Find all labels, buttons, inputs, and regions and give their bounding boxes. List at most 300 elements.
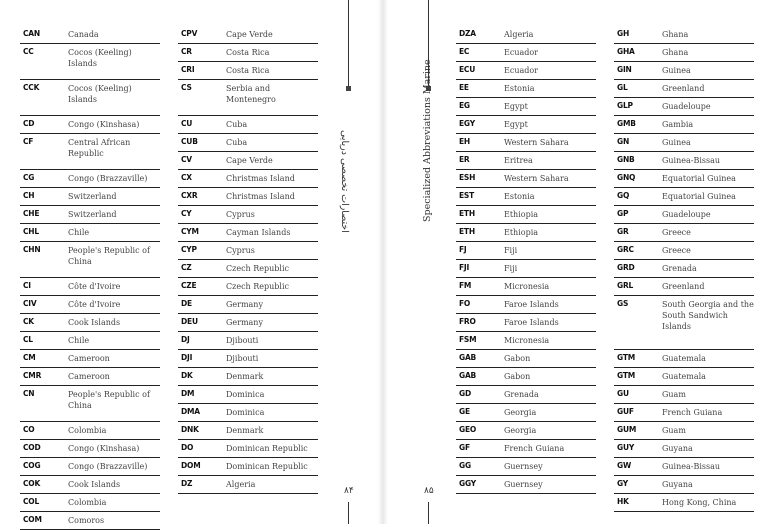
abbreviation-code: CHL xyxy=(23,227,39,236)
abbreviation-code: ETH xyxy=(459,227,475,236)
country-name: Estonia xyxy=(504,84,535,93)
abbreviation-code: COL xyxy=(23,497,40,506)
abbreviation-row xyxy=(20,350,160,368)
abbreviation-code: GS xyxy=(617,299,629,308)
country-name: Georgia xyxy=(504,408,537,417)
abbreviation-row xyxy=(178,152,318,170)
country-name: Guam xyxy=(662,426,686,435)
country-name: Hong Kong, China xyxy=(662,498,737,507)
abbreviation-row xyxy=(456,368,596,386)
country-name: Christmas Island xyxy=(226,174,295,183)
abbreviation-code: GMB xyxy=(617,119,636,128)
abbreviation-row xyxy=(20,224,160,242)
abbreviation-code: CXR xyxy=(181,191,198,200)
country-name: Gabon xyxy=(504,354,531,363)
country-name: Congo (Brazzaville) xyxy=(68,174,148,183)
abbreviation-code: DK xyxy=(181,371,193,380)
country-name: Ghana xyxy=(662,48,689,57)
abbreviation-code: CAN xyxy=(23,29,40,38)
abbreviation-row xyxy=(456,296,596,314)
abbreviation-row xyxy=(178,224,318,242)
right-col-1 xyxy=(456,26,596,494)
country-name: Egypt xyxy=(504,120,528,129)
abbreviation-row xyxy=(456,242,596,260)
country-name: Fiji xyxy=(504,246,518,255)
abbreviation-row xyxy=(456,224,596,242)
abbreviation-code: CCK xyxy=(23,83,40,92)
abbreviation-code: DJI xyxy=(181,353,193,362)
abbreviation-row xyxy=(614,278,754,296)
abbreviation-code: DM xyxy=(181,389,195,398)
abbreviation-code: CG xyxy=(23,173,35,182)
country-name: South Georgia and the South Sandwich Islands xyxy=(662,300,754,331)
abbreviation-code: ETH xyxy=(459,209,475,218)
abbreviation-code: CV xyxy=(181,155,192,164)
spine-shadow xyxy=(378,0,388,524)
abbreviation-row xyxy=(178,476,318,494)
country-name: People's Republic of China xyxy=(68,390,150,410)
country-name: Greece xyxy=(662,246,691,255)
abbreviation-code: ECU xyxy=(459,65,476,74)
abbreviation-code: FM xyxy=(459,281,472,290)
country-name: Gambia xyxy=(662,120,694,129)
abbreviation-row xyxy=(614,62,754,80)
abbreviation-code: EG xyxy=(459,101,470,110)
abbreviation-row xyxy=(178,296,318,314)
abbreviation-row xyxy=(20,206,160,224)
abbreviation-row xyxy=(178,62,318,80)
abbreviation-row xyxy=(20,476,160,494)
abbreviation-code: DO xyxy=(181,443,194,452)
country-name: Switzerland xyxy=(68,210,117,219)
abbreviation-code: CPV xyxy=(181,29,198,38)
country-name: Congo (Kinshasa) xyxy=(68,444,140,453)
abbreviation-row xyxy=(178,278,318,296)
country-name: Western Sahara xyxy=(504,138,569,147)
abbreviation-code: GIN xyxy=(617,65,632,74)
country-name: Grenada xyxy=(504,390,539,399)
abbreviation-code: GTM xyxy=(617,371,636,380)
abbreviation-row xyxy=(178,260,318,278)
abbreviation-row xyxy=(614,224,754,242)
country-name: Comoros xyxy=(68,516,105,525)
abbreviation-code: CR xyxy=(181,47,192,56)
country-name: Cayman Islands xyxy=(226,228,291,237)
abbreviation-row xyxy=(20,332,160,350)
country-name: Guyana xyxy=(662,444,693,453)
abbreviation-row xyxy=(178,404,318,422)
country-name: Cook Islands xyxy=(68,318,121,327)
country-name: Greece xyxy=(662,228,691,237)
abbreviation-row xyxy=(20,440,160,458)
abbreviation-row xyxy=(614,422,754,440)
abbreviation-code: DOM xyxy=(181,461,201,470)
country-name: Grenada xyxy=(662,264,697,273)
abbreviation-code: EH xyxy=(459,137,471,146)
country-name: Guadeloupe xyxy=(662,210,711,219)
abbreviation-code: COG xyxy=(23,461,41,470)
abbreviation-row xyxy=(456,476,596,494)
abbreviation-row xyxy=(614,98,754,116)
country-name: Côte d'Ivoire xyxy=(68,282,121,291)
abbreviation-code: CRI xyxy=(181,65,195,74)
abbreviation-row xyxy=(20,296,160,314)
abbreviation-row xyxy=(178,440,318,458)
country-name: Chile xyxy=(68,336,90,345)
country-name: Cyprus xyxy=(226,246,255,255)
country-name: Colombia xyxy=(68,426,107,435)
abbreviation-row xyxy=(456,80,596,98)
abbreviation-code: CZ xyxy=(181,263,192,272)
abbreviation-row xyxy=(20,422,160,440)
abbreviation-code: CD xyxy=(23,119,35,128)
abbreviation-code: DMA xyxy=(181,407,200,416)
abbreviation-code: COK xyxy=(23,479,41,488)
abbreviation-row xyxy=(178,80,318,116)
abbreviation-row xyxy=(178,170,318,188)
country-name: Egypt xyxy=(504,102,528,111)
abbreviation-row xyxy=(20,494,160,512)
abbreviation-code: CS xyxy=(181,83,192,92)
left-gutter-line-bottom xyxy=(348,502,349,524)
abbreviation-row xyxy=(614,80,754,98)
abbreviation-code: GUY xyxy=(617,443,635,452)
abbreviation-row xyxy=(456,206,596,224)
abbreviation-code: CIV xyxy=(23,299,37,308)
abbreviation-row xyxy=(614,188,754,206)
country-name: French Guiana xyxy=(662,408,723,417)
country-name: Cocos (Keeling) Islands xyxy=(68,48,132,68)
abbreviation-code: GUF xyxy=(617,407,634,416)
abbreviation-row xyxy=(614,476,754,494)
country-name: French Guiana xyxy=(504,444,565,453)
abbreviation-row xyxy=(20,26,160,44)
country-name: Cameroon xyxy=(68,372,110,381)
abbreviation-code: CK xyxy=(23,317,34,326)
abbreviation-row xyxy=(20,278,160,296)
abbreviation-code: DNK xyxy=(181,425,199,434)
abbreviation-row xyxy=(456,188,596,206)
country-name: Micronesia xyxy=(504,282,550,291)
abbreviation-code: EGY xyxy=(459,119,475,128)
country-name: Equatorial Guinea xyxy=(662,192,736,201)
country-name: Congo (Brazzaville) xyxy=(68,462,148,471)
country-name: Christmas Island xyxy=(226,192,295,201)
abbreviation-code: CY xyxy=(181,209,192,218)
abbreviation-code: GAB xyxy=(459,353,477,362)
abbreviation-code: CX xyxy=(181,173,192,182)
abbreviation-code: FSM xyxy=(459,335,477,344)
abbreviation-row xyxy=(178,188,318,206)
country-name: Guinea xyxy=(662,66,691,75)
abbreviation-row xyxy=(614,458,754,476)
country-name: Greenland xyxy=(662,84,705,93)
abbreviation-row xyxy=(614,116,754,134)
abbreviation-code: CM xyxy=(23,353,36,362)
abbreviation-code: CO xyxy=(23,425,35,434)
abbreviation-code: GNQ xyxy=(617,173,636,182)
abbreviation-code: CHN xyxy=(23,245,41,254)
abbreviation-row xyxy=(614,44,754,62)
country-name: Ecuador xyxy=(504,66,539,75)
abbreviation-code: GF xyxy=(459,443,470,452)
country-name: Djibouti xyxy=(226,354,259,363)
abbreviation-code: GR xyxy=(617,227,629,236)
abbreviation-code: CN xyxy=(23,389,35,398)
country-name: Guinea-Bissau xyxy=(662,156,721,165)
country-name: People's Republic of China xyxy=(68,246,150,266)
abbreviation-row xyxy=(456,386,596,404)
abbreviation-row xyxy=(178,386,318,404)
abbreviation-row xyxy=(614,494,754,512)
abbreviation-row xyxy=(20,80,160,116)
abbreviation-code: GU xyxy=(617,389,629,398)
abbreviation-code: COM xyxy=(23,515,42,524)
abbreviation-code: CI xyxy=(23,281,31,290)
abbreviation-row xyxy=(614,440,754,458)
country-name: Guernsey xyxy=(504,480,543,489)
abbreviation-row xyxy=(178,350,318,368)
country-name: Algeria xyxy=(504,30,534,39)
country-name: Cuba xyxy=(226,138,248,147)
abbreviation-row xyxy=(178,332,318,350)
abbreviation-row xyxy=(456,152,596,170)
abbreviation-row xyxy=(614,134,754,152)
abbreviation-code: GEO xyxy=(459,425,477,434)
abbreviation-code: CL xyxy=(23,335,33,344)
abbreviation-row xyxy=(456,404,596,422)
left-page-number: ۸۴ xyxy=(344,486,354,496)
abbreviation-row xyxy=(456,260,596,278)
abbreviation-row xyxy=(178,44,318,62)
abbreviation-row xyxy=(456,278,596,296)
abbreviation-code: CMR xyxy=(23,371,42,380)
country-name: Eritrea xyxy=(504,156,533,165)
abbreviation-code: CHE xyxy=(23,209,40,218)
abbreviation-code: GP xyxy=(617,209,629,218)
left-col-1 xyxy=(20,26,160,530)
country-name: Guyana xyxy=(662,480,693,489)
abbreviation-row xyxy=(614,170,754,188)
abbreviation-row xyxy=(178,314,318,332)
country-name: Guernsey xyxy=(504,462,543,471)
country-name: Canada xyxy=(68,30,99,39)
country-name: Dominican Republic xyxy=(226,444,308,453)
country-name: Cook Islands xyxy=(68,480,121,489)
country-name: Equatorial Guinea xyxy=(662,174,736,183)
abbreviation-code: DEU xyxy=(181,317,198,326)
abbreviation-row xyxy=(456,62,596,80)
country-name: Dominica xyxy=(226,408,265,417)
abbreviation-row xyxy=(456,98,596,116)
abbreviation-row xyxy=(178,242,318,260)
abbreviation-row xyxy=(20,44,160,80)
abbreviation-code: GD xyxy=(459,389,471,398)
abbreviation-row xyxy=(614,242,754,260)
left-gutter-marker xyxy=(346,86,351,91)
abbreviation-code: CZE xyxy=(181,281,197,290)
abbreviation-code: CF xyxy=(23,137,34,146)
abbreviation-row xyxy=(178,116,318,134)
country-name: Switzerland xyxy=(68,192,117,201)
country-name: Djibouti xyxy=(226,336,259,345)
right-col-2 xyxy=(614,26,754,512)
country-name: Guatemala xyxy=(662,372,706,381)
abbreviation-row xyxy=(178,458,318,476)
right-page xyxy=(388,0,768,524)
country-name: Western Sahara xyxy=(504,174,569,183)
abbreviation-row xyxy=(178,368,318,386)
abbreviation-row xyxy=(20,458,160,476)
country-name: Estonia xyxy=(504,192,535,201)
country-name: Ghana xyxy=(662,30,689,39)
abbreviation-code: GE xyxy=(459,407,470,416)
country-name: Cape Verde xyxy=(226,30,273,39)
abbreviation-code: GTM xyxy=(617,353,636,362)
abbreviation-code: CU xyxy=(181,119,193,128)
country-name: Denmark xyxy=(226,426,264,435)
abbreviation-row xyxy=(456,44,596,62)
country-name: Chile xyxy=(68,228,90,237)
abbreviation-code: FJI xyxy=(459,263,470,272)
abbreviation-code: ER xyxy=(459,155,470,164)
abbreviation-row xyxy=(614,350,754,368)
abbreviation-code: GGY xyxy=(459,479,476,488)
country-name: Czech Republic xyxy=(226,264,289,273)
country-name: Ecuador xyxy=(504,48,539,57)
abbreviation-code: DZ xyxy=(181,479,193,488)
abbreviation-code: CC xyxy=(23,47,34,56)
abbreviation-code: GH xyxy=(617,29,630,38)
country-name: Algeria xyxy=(226,480,256,489)
abbreviation-code: EC xyxy=(459,47,470,56)
abbreviation-row xyxy=(456,170,596,188)
abbreviation-row xyxy=(456,422,596,440)
abbreviation-row xyxy=(20,512,160,530)
abbreviation-row xyxy=(614,296,754,350)
country-name: Guatemala xyxy=(662,354,706,363)
abbreviation-code: GG xyxy=(459,461,471,470)
abbreviation-row xyxy=(20,242,160,278)
abbreviation-code: GLP xyxy=(617,101,633,110)
abbreviation-code: GAB xyxy=(459,371,477,380)
abbreviation-row xyxy=(456,116,596,134)
abbreviation-row xyxy=(614,206,754,224)
abbreviation-row xyxy=(20,170,160,188)
country-name: Congo (Kinshasa) xyxy=(68,120,140,129)
country-name: Germany xyxy=(226,300,263,309)
country-name: Guam xyxy=(662,390,686,399)
abbreviation-code: EE xyxy=(459,83,469,92)
abbreviation-code: CYM xyxy=(181,227,199,236)
country-name: Central African Republic xyxy=(68,138,131,158)
abbreviation-code: FJ xyxy=(459,245,467,254)
abbreviation-code: GNB xyxy=(617,155,635,164)
country-name: Cape Verde xyxy=(226,156,273,165)
abbreviation-code: FO xyxy=(459,299,471,308)
abbreviation-code: DE xyxy=(181,299,192,308)
abbreviation-row xyxy=(20,134,160,170)
country-name: Greenland xyxy=(662,282,705,291)
country-name: Ethiopia xyxy=(504,228,539,237)
abbreviation-row xyxy=(614,386,754,404)
country-name: Guinea-Bissau xyxy=(662,462,721,471)
country-name: Guinea xyxy=(662,138,691,147)
country-name: Guadeloupe xyxy=(662,102,711,111)
country-name: Dominica xyxy=(226,390,265,399)
abbreviation-code: CUB xyxy=(181,137,198,146)
abbreviation-row xyxy=(178,422,318,440)
abbreviation-row xyxy=(20,368,160,386)
abbreviation-code: ESH xyxy=(459,173,476,182)
abbreviation-row xyxy=(456,458,596,476)
abbreviation-row xyxy=(178,206,318,224)
abbreviation-code: DJ xyxy=(181,335,190,344)
abbreviation-code: GL xyxy=(617,83,628,92)
country-name: Costa Rica xyxy=(226,48,270,57)
country-name: Côte d'Ivoire xyxy=(68,300,121,309)
right-page-number: ۸۵ xyxy=(424,486,434,496)
country-name: Georgia xyxy=(504,426,537,435)
abbreviation-row xyxy=(20,116,160,134)
country-name: Fiji xyxy=(504,264,518,273)
country-name: Serbia and Montenegro xyxy=(226,84,276,104)
abbreviation-row xyxy=(456,350,596,368)
abbreviation-row xyxy=(456,332,596,350)
abbreviation-row xyxy=(456,440,596,458)
abbreviation-row xyxy=(456,26,596,44)
abbreviation-row xyxy=(614,368,754,386)
country-name: Faroe Islands xyxy=(504,300,559,309)
abbreviation-code: GY xyxy=(617,479,629,488)
abbreviation-code: CYP xyxy=(181,245,197,254)
abbreviation-row xyxy=(178,26,318,44)
country-name: Costa Rica xyxy=(226,66,270,75)
country-name: Czech Republic xyxy=(226,282,289,291)
abbreviation-row xyxy=(614,26,754,44)
abbreviation-code: GUM xyxy=(617,425,637,434)
country-name: Faroe Islands xyxy=(504,318,559,327)
abbreviation-code: GN xyxy=(617,137,630,146)
abbreviation-code: GRC xyxy=(617,245,634,254)
abbreviation-code: CH xyxy=(23,191,35,200)
abbreviation-row xyxy=(456,134,596,152)
abbreviation-code: GRL xyxy=(617,281,634,290)
right-side-title: Specialized Abbreviations Marine xyxy=(422,59,433,222)
abbreviation-row xyxy=(614,404,754,422)
abbreviation-code: GHA xyxy=(617,47,635,56)
country-name: Cocos (Keeling) Islands xyxy=(68,84,132,104)
abbreviation-row xyxy=(20,188,160,206)
abbreviation-row xyxy=(614,260,754,278)
left-col-2 xyxy=(178,26,318,494)
abbreviation-code: EST xyxy=(459,191,475,200)
abbreviation-code: GQ xyxy=(617,191,630,200)
country-name: Colombia xyxy=(68,498,107,507)
abbreviation-code: DZA xyxy=(459,29,476,38)
country-name: Cyprus xyxy=(226,210,255,219)
country-name: Gabon xyxy=(504,372,531,381)
left-page xyxy=(0,0,380,524)
abbreviation-code: FRO xyxy=(459,317,476,326)
country-name: Dominican Republic xyxy=(226,462,308,471)
country-name: Micronesia xyxy=(504,336,550,345)
abbreviation-row xyxy=(456,314,596,332)
country-name: Cuba xyxy=(226,120,248,129)
country-name: Ethiopia xyxy=(504,210,539,219)
abbreviation-row xyxy=(20,386,160,422)
country-name: Denmark xyxy=(226,372,264,381)
